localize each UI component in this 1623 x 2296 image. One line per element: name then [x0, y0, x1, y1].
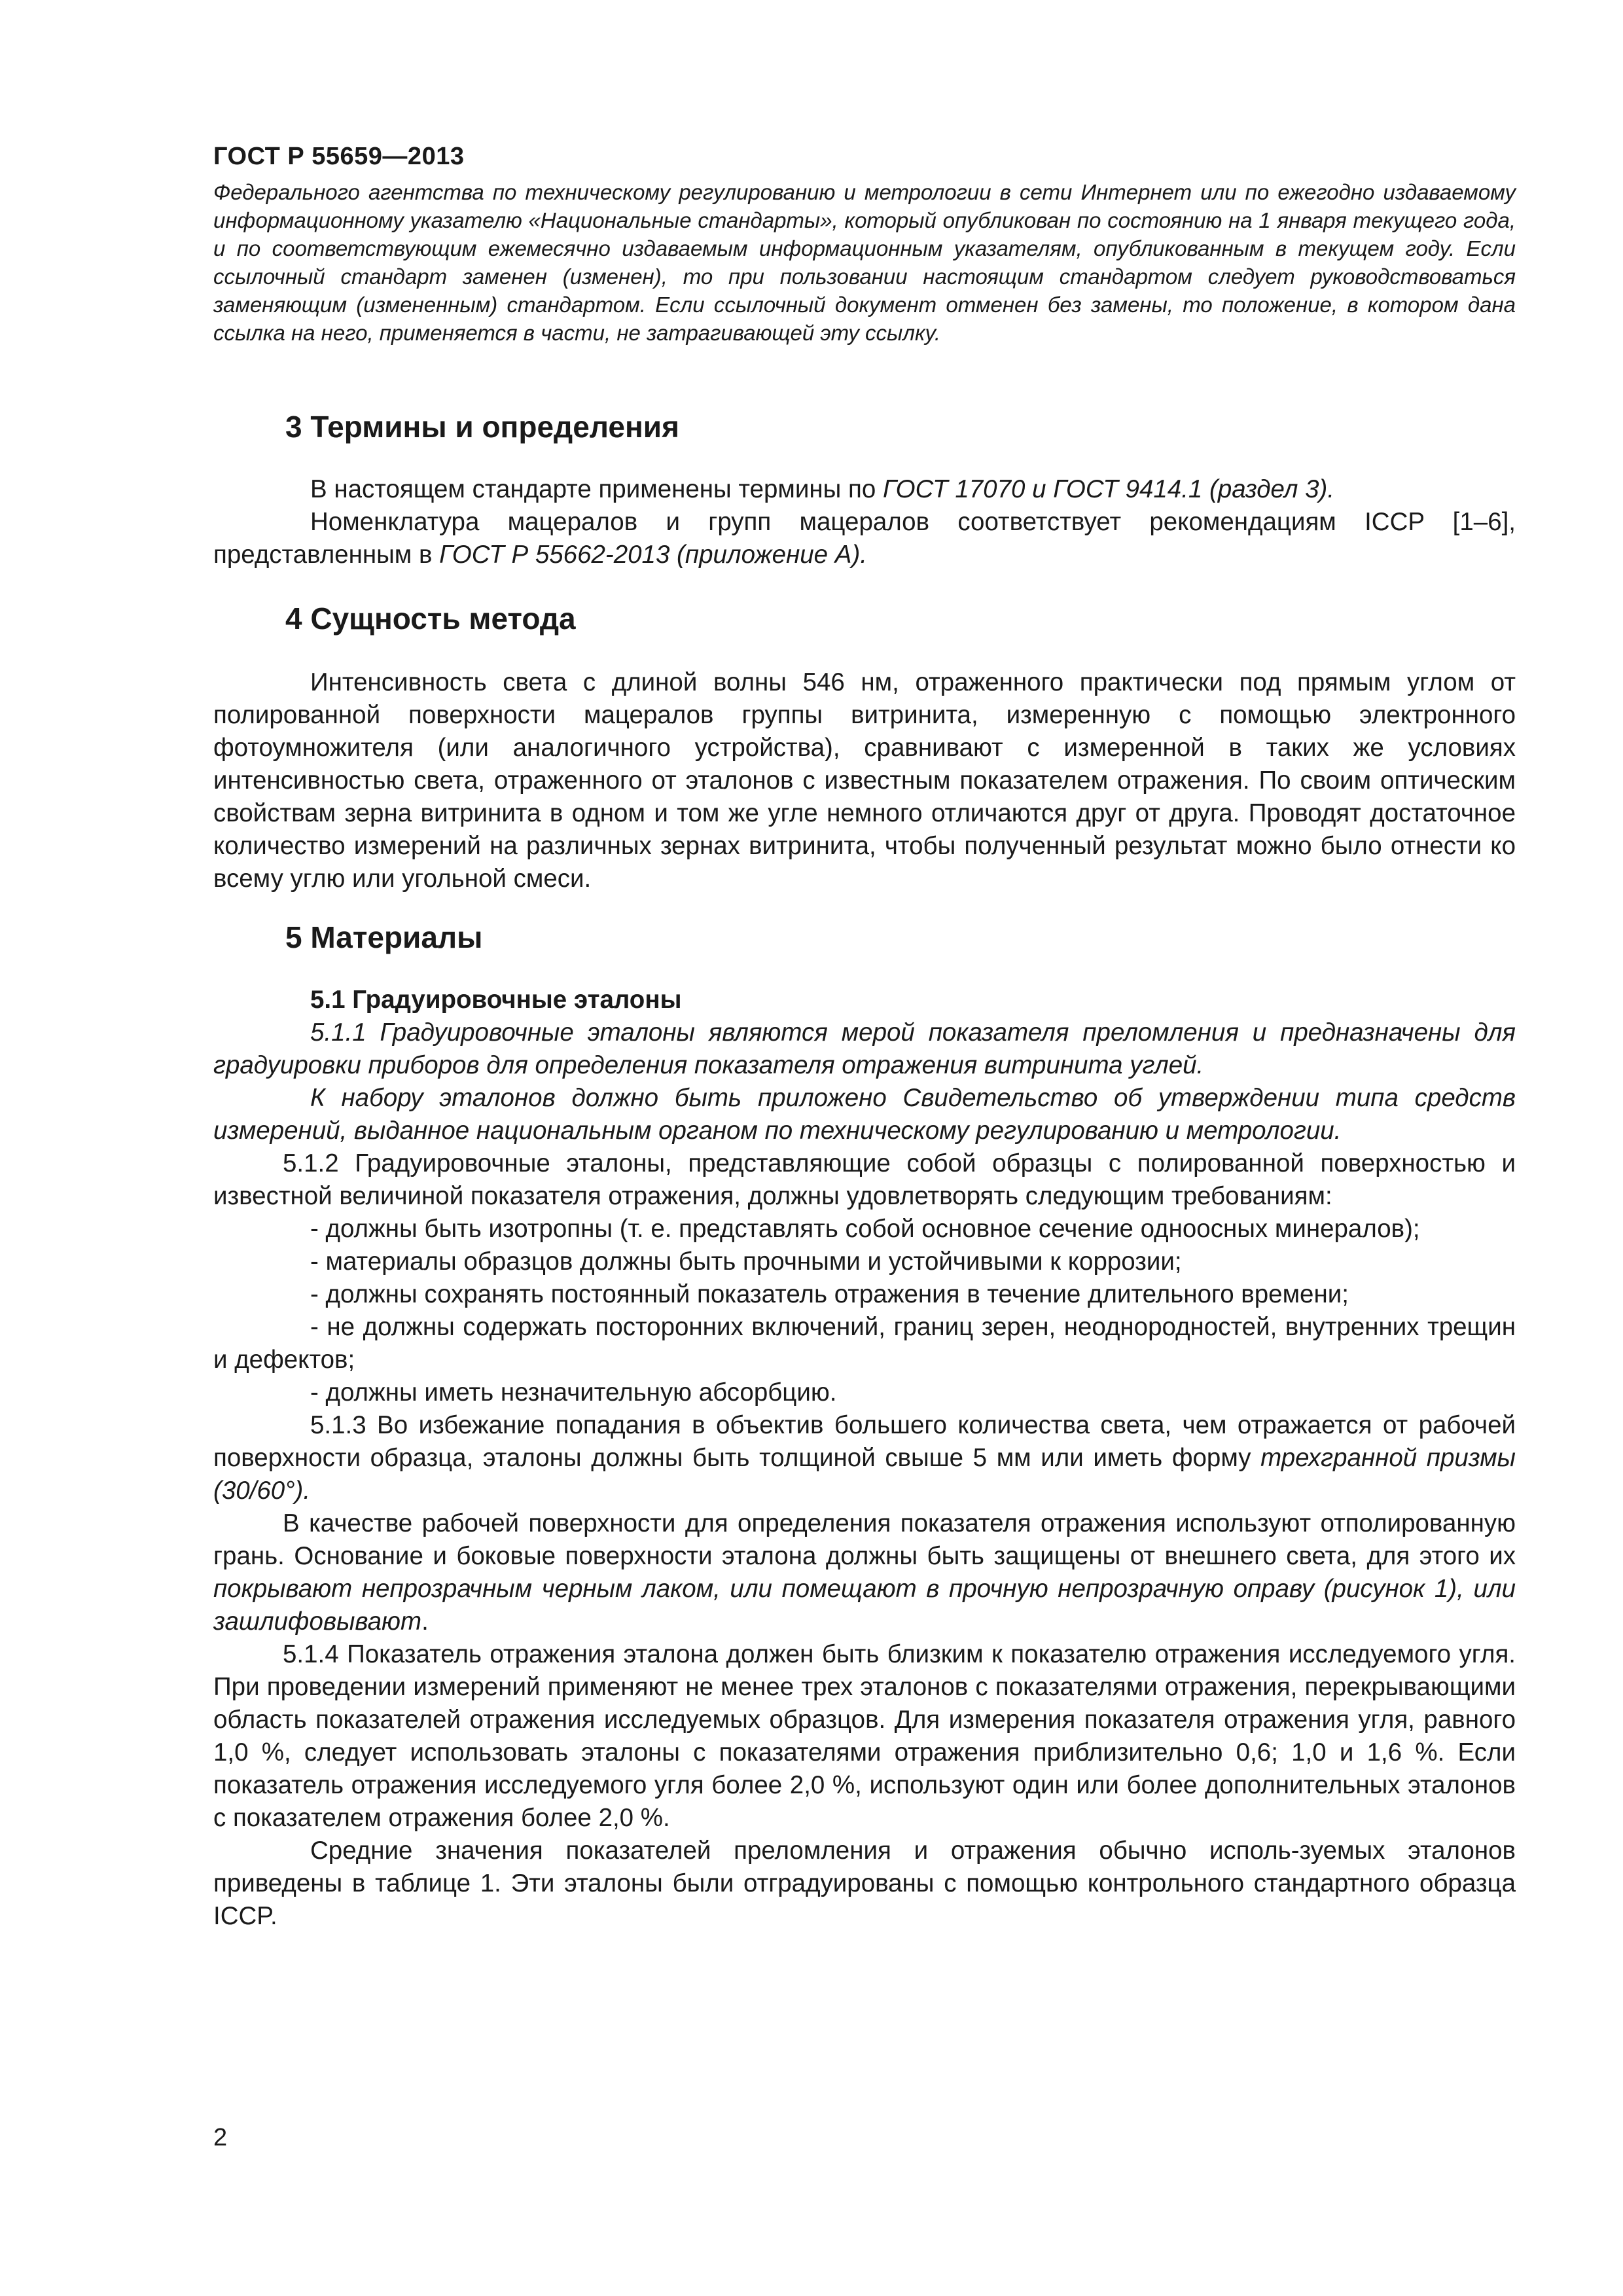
- section-4-heading: 4 Сущность метода: [285, 601, 576, 636]
- paragraph-5-1-4-table-note: Средние значения показателей преломления и отражения обычно исполь-зуемых эталонов приведены в таблице 1. Эти эталоны были отградуированы с помощью контрольного стандартного образца ICCP.: [213, 1837, 1516, 1930]
- section-3-paragraph-2: [213, 506, 1516, 571]
- section-4-body: [213, 666, 1516, 895]
- paragraph-5-1-3: [213, 1409, 1516, 1507]
- section-3-paragraph-1: [213, 473, 1516, 506]
- working-surface-italic: покрывают непрозрачным черным лаком, или помещают в прочную непрозрачную оправу (рисунок 1), или зашлифовывают: [213, 1575, 1516, 1636]
- requirement-item: - должны иметь незначительную абсорбцию.: [310, 1378, 837, 1407]
- requirement-item: - не должны содержать посторонних включений, границ зерен, неоднородностей, внутренних трещин и дефектов;: [213, 1313, 1516, 1374]
- requirement-item: - должны сохранять постоянный показатель отражения в течение длительного времени;: [310, 1280, 1349, 1308]
- nomenclature-reference: ГОСТ Р 55662-2013 (приложение А).: [439, 541, 867, 569]
- page-number: 2: [213, 2124, 228, 2151]
- paragraph-5-1-3-working-surface: [213, 1507, 1516, 1638]
- paragraph-5-1-1-certificate: К набору эталонов должно быть приложено Свидетельство об утверждении типа средств измерений, выданное национальным органом по техническому регулированию и метрологии.: [213, 1084, 1516, 1145]
- subsection-5-1-heading: 5.1 Градуировочные эталоны: [310, 986, 682, 1014]
- section-3-body: [213, 473, 1516, 571]
- working-surface-text: В качестве рабочей поверхности для определения показателя отражения используют отполированную грань. Основание и боковые поверхности эталона должны быть защищены от внешнего света, для этого их: [213, 1509, 1516, 1570]
- document-code-header: ГОСТ Р 55659—2013: [213, 143, 465, 170]
- paragraph-5-1-1: 5.1.1 Градуировочные эталоны являются мерой показателя преломления и предназначены для градуировки приборов для определения показателя отражения витринита углей.: [213, 1018, 1516, 1079]
- section-4-paragraph: Интенсивность света с длиной волны 546 нм, отраженного практически под прямым углом от полированной поверхности мацералов группы витринита, измеренную с помощью электронного фотоумножителя (или аналогичного устройства), сравнивают с измеренной в таких же условиях интенсивностью света, отраженного от эталонов с известным показателем отражения. По своим оптическим свойствам зерна витринита в одном и том же угле немного отличаются друг от друга. Проводят достаточное количество измерений на различных зернах витринита, чтобы полученный результат можно было отнести ко всему углю или угольной смеси.: [213, 668, 1516, 893]
- nomenclature-text: Номенклатура мацералов и групп мацералов соответствует рекомендациям ICCP [1–6], представленным в: [213, 508, 1516, 569]
- intro-paragraph: [213, 178, 1516, 347]
- section-3-heading: 3 Термины и определения: [285, 410, 679, 444]
- paragraph-5-1-2: 5.1.2 Градуировочные эталоны, представляющие собой образцы с полированной поверхностью и известной величиной показателя отражения, должны удовлетворять следующим требованиям:: [213, 1149, 1516, 1210]
- paragraph-5-1-4: 5.1.4 Показатель отражения эталона должен быть близким к показателю отражения исследуемого угля. При проведении измерений применяют не менее трех эталонов с показателями отражения, перекрывающими область показателей отражения исследуемых образцов. Для измерения показателя отражения угля, равного 1,0 %, следует использовать эталоны с показателями отражения приблизительно 0,6; 1,0 и 1,6 %. Если показатель отражения исследуемого угля более 2,0 %, используют один или более дополнительных эталонов с показателем отражения более 2,0 %.: [213, 1640, 1516, 1832]
- section-5-body: [213, 984, 1516, 1933]
- terms-reference: ГОСТ 17070 и ГОСТ 9414.1 (раздел 3).: [883, 475, 1335, 503]
- paragraph-5-1-3-text: 5.1.3 Во избежание попадания в объектив большего количества света, чем отражается от рабочей поверхности образца, эталоны должны быть толщиной свыше 5 мм или иметь форму: [213, 1411, 1516, 1472]
- section-5-heading: 5 Материалы: [285, 920, 483, 954]
- terms-text: В настоящем стандарте применены термины по: [310, 475, 883, 503]
- requirement-item: - материалы образцов должны быть прочными и устойчивыми к коррозии;: [310, 1247, 1182, 1276]
- working-surface-end: .: [421, 1607, 429, 1636]
- paragraph-5-1-3-italic: трехгранной призмы (30/60°).: [213, 1444, 1516, 1505]
- requirement-item: - должны быть изотропны (т. е. представлять собой основное сечение одноосных минералов);: [310, 1215, 1420, 1243]
- intro-text: Федерального агентства по техническому регулированию и метрологии в сети Интернет или по ежегодно издаваемому информационному указателю «Национальные стандарты», который опубликован по состоянию на 1 января текущего года, и по соответствующим ежемесячно издаваемым информационным указателям, опубликованным в текущем году. Если ссылочный стандарт заменен (изменен), то при пользовании настоящим стандартом следует руководствоваться заменяющим (измененным) стандартом. Если ссылочный документ отменен без замены, то положение, в котором дана ссылка на него, применяется в части, не затрагивающей эту ссылку.: [213, 180, 1516, 345]
